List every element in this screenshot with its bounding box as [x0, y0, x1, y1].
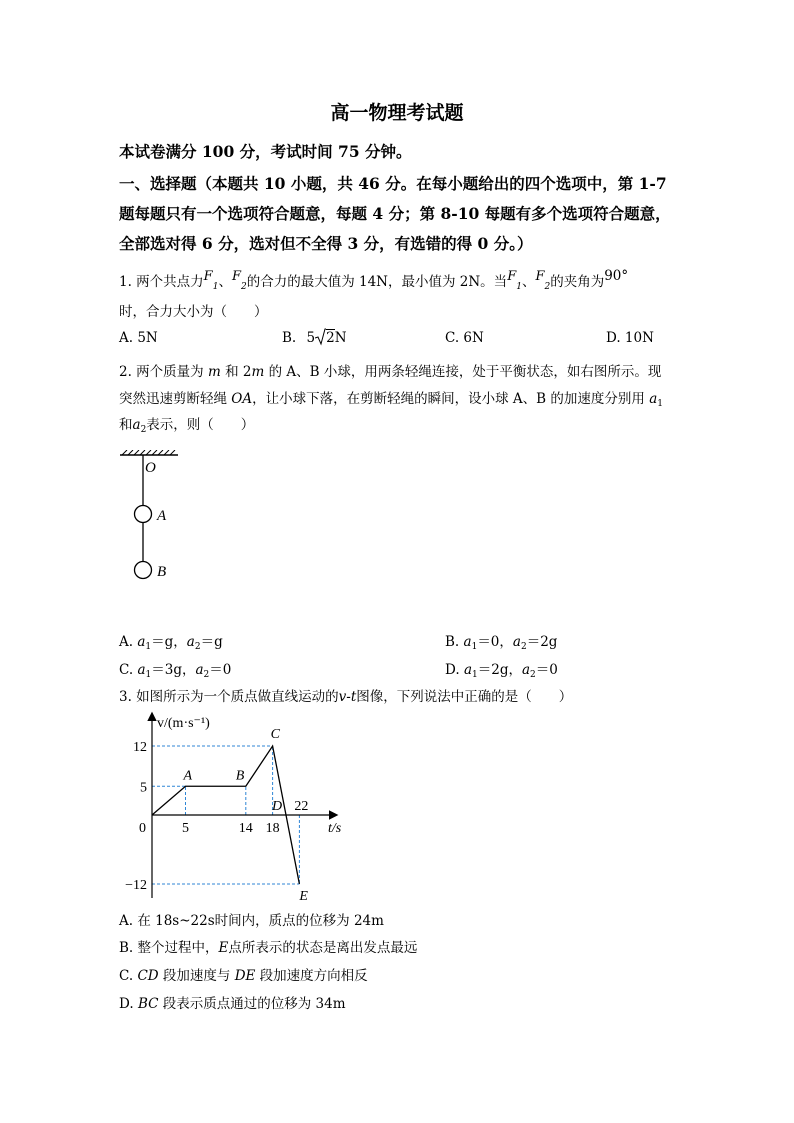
question-2-stem-line2	[119, 387, 663, 409]
page-title: 高一物理考试题	[330, 102, 464, 124]
force-symbol: F	[203, 269, 213, 284]
mass-symbol: m	[207, 364, 221, 380]
y-axis-label: v/(m·s⁻¹)	[157, 716, 210, 731]
subscript: 2	[240, 282, 247, 292]
q2-text: 2. 两个质量为	[119, 364, 204, 380]
q2-text: 表示，则（ ）	[146, 417, 255, 433]
q3-option-d[interactable]	[119, 992, 346, 1012]
point-label-d: D	[272, 799, 283, 814]
q3-option-a[interactable]: A. 在 18s~22s时间内，质点的位移为 24m	[119, 913, 384, 929]
option-text: 段表示质点通过的位移为 34m	[162, 996, 346, 1012]
vt-symbol: v-t	[338, 689, 357, 705]
q1-text: 的夹角为	[550, 274, 605, 290]
segment-label: CD	[137, 968, 159, 984]
q2-text: 突然迅速剪断轻绳	[119, 391, 227, 407]
q1-option-d[interactable]: D. 10N	[606, 330, 654, 346]
q2-option-a[interactable]	[119, 630, 223, 652]
y-tick-label: 5	[140, 780, 147, 796]
exam-intro: 本试卷满分 100 分，考试时间 75 分钟。	[119, 142, 412, 161]
section-heading-line2: 题每题只有一个选项符合题意，每题 4 分；第 8-10 每题有多个选项符合题意，	[119, 204, 671, 223]
ball-a	[135, 506, 152, 523]
sqrt-sign-icon	[315, 328, 326, 346]
x-tick-label: 18	[265, 821, 280, 836]
ball-b	[135, 562, 152, 579]
accel-symbol: a	[186, 634, 195, 650]
q3-option-b[interactable]	[119, 936, 417, 956]
accel-symbol: a	[137, 662, 146, 678]
q1-option-c[interactable]: C. 6N	[445, 330, 484, 346]
subscript: 1	[212, 282, 219, 292]
unit: N	[334, 330, 347, 346]
subscript: 1	[657, 399, 663, 409]
q2-option-c[interactable]	[119, 658, 231, 680]
q2-text: 的 A、B 小球，用两条轻绳连接，处于平衡状态，如右图所示。现	[268, 364, 662, 380]
option-value: ＝3g，	[151, 662, 196, 678]
label-b: B	[157, 564, 167, 580]
section-heading-line3: 全部选对得 6 分，选对但不全得 3 分，有选错的得 0 分。）	[119, 234, 533, 253]
question-2-stem-line3	[119, 413, 254, 435]
q1-text: 的合力的最大值为 14N，最小值为 2N。当	[246, 274, 508, 290]
subscript: 2	[520, 642, 527, 652]
option-value: ＝g，	[151, 634, 187, 650]
subscript: 2	[203, 670, 210, 680]
point-label-a: A	[183, 768, 193, 784]
option-text: 段加速度方向相反	[259, 968, 368, 984]
option-text: B. 整个过程中，	[119, 940, 219, 956]
option-letter: C.	[119, 662, 134, 678]
accel-symbol: a	[521, 662, 531, 678]
option-text: D.	[119, 996, 134, 1012]
point-label-b: B	[235, 768, 245, 784]
accel-symbol: a	[463, 662, 472, 678]
q1-text: 1. 两个共点力	[119, 274, 204, 290]
x-tick-label: 14	[238, 821, 253, 836]
q2-option-b[interactable]	[445, 630, 557, 652]
subscript: 1	[516, 282, 522, 292]
subscript: 1	[145, 670, 152, 680]
question-1-stem-line2: 时，合力大小为（ ）	[119, 304, 268, 320]
q2-hanging-balls-figure	[118, 450, 188, 585]
q2-text: ，让小球下落，在剪断轻绳的瞬间，设小球 A、B 的加速度分别用	[252, 391, 645, 407]
option-value: ＝0	[209, 662, 232, 678]
option-value: ＝0，	[477, 634, 513, 650]
x-tick-label: 5	[182, 821, 189, 836]
option-value: ＝0	[535, 662, 558, 678]
option-letter: D.	[445, 662, 460, 678]
question-2-stem-line1	[119, 360, 661, 380]
option-letter: B.	[445, 634, 460, 650]
q2-text: 和	[119, 417, 133, 433]
x-tick-label: 22	[294, 799, 309, 814]
coefficient: 5	[306, 330, 316, 346]
subscript: 1	[472, 670, 478, 680]
subscript: 2	[544, 282, 551, 292]
option-letter: A.	[119, 634, 134, 650]
vt-graph	[118, 708, 358, 903]
q1-option-a[interactable]: A. 5N	[119, 330, 158, 346]
force-symbol: F	[231, 269, 241, 284]
force-symbol: F	[535, 269, 545, 284]
point-label-c: C	[270, 727, 280, 742]
question-3-stem	[119, 685, 572, 705]
subscript: 2	[194, 642, 201, 652]
option-value: ＝2g	[526, 634, 558, 650]
point-label: E	[218, 940, 229, 956]
q3-text: 图像，下列说法中正确的是（ ）	[356, 689, 573, 705]
y-tick-label: −12	[125, 878, 147, 893]
y-tick-label: 12	[133, 740, 147, 755]
option-text: 点所表示的状态是离出发点最远	[228, 940, 418, 956]
accel-symbol: a	[512, 634, 521, 650]
option-value: ＝2g，	[477, 662, 522, 678]
segment-label: DE	[234, 968, 256, 984]
section-heading-line1: 一、选择题（本题共 10 小题，共 46 分。在每小题给出的四个选项中，第 1-7	[119, 174, 667, 193]
option-text: 段加速度与	[162, 968, 231, 984]
accel-symbol: a	[137, 634, 146, 650]
accel-symbol: a	[132, 417, 141, 433]
label-a: A	[157, 508, 167, 524]
segment-label: BC	[137, 996, 159, 1012]
separator: 、	[521, 274, 536, 290]
subscript: 1	[471, 642, 478, 652]
accel-symbol: a	[463, 634, 472, 650]
option-value: ＝g	[200, 634, 223, 650]
force-symbol: F	[507, 269, 517, 284]
x-axis-label: t/s	[328, 821, 342, 836]
origin-label: 0	[139, 821, 146, 836]
label-o: O	[145, 460, 156, 476]
question-1-stem	[119, 270, 628, 292]
q2-option-d[interactable]	[445, 658, 558, 680]
accel-symbol: a	[649, 391, 658, 407]
q3-option-c[interactable]	[119, 964, 368, 984]
option-text: C.	[119, 968, 134, 984]
separator: 、	[218, 274, 232, 290]
point-label-e: E	[299, 889, 308, 903]
option-letter: B.	[282, 330, 297, 346]
rope-label: OA	[231, 391, 253, 407]
subscript: 1	[145, 642, 152, 652]
mass-symbol: m	[251, 364, 265, 380]
subscript: 2	[530, 670, 536, 680]
accel-symbol: a	[195, 662, 204, 678]
q1-option-b[interactable]	[282, 328, 347, 346]
subscript: 2	[140, 425, 147, 435]
q3-text: 3. 如图所示为一个质点做直线运动的	[119, 689, 339, 705]
q2-text: 和 2	[225, 364, 252, 380]
angle-value: 90°	[604, 268, 629, 284]
radicand: 2	[326, 330, 335, 346]
